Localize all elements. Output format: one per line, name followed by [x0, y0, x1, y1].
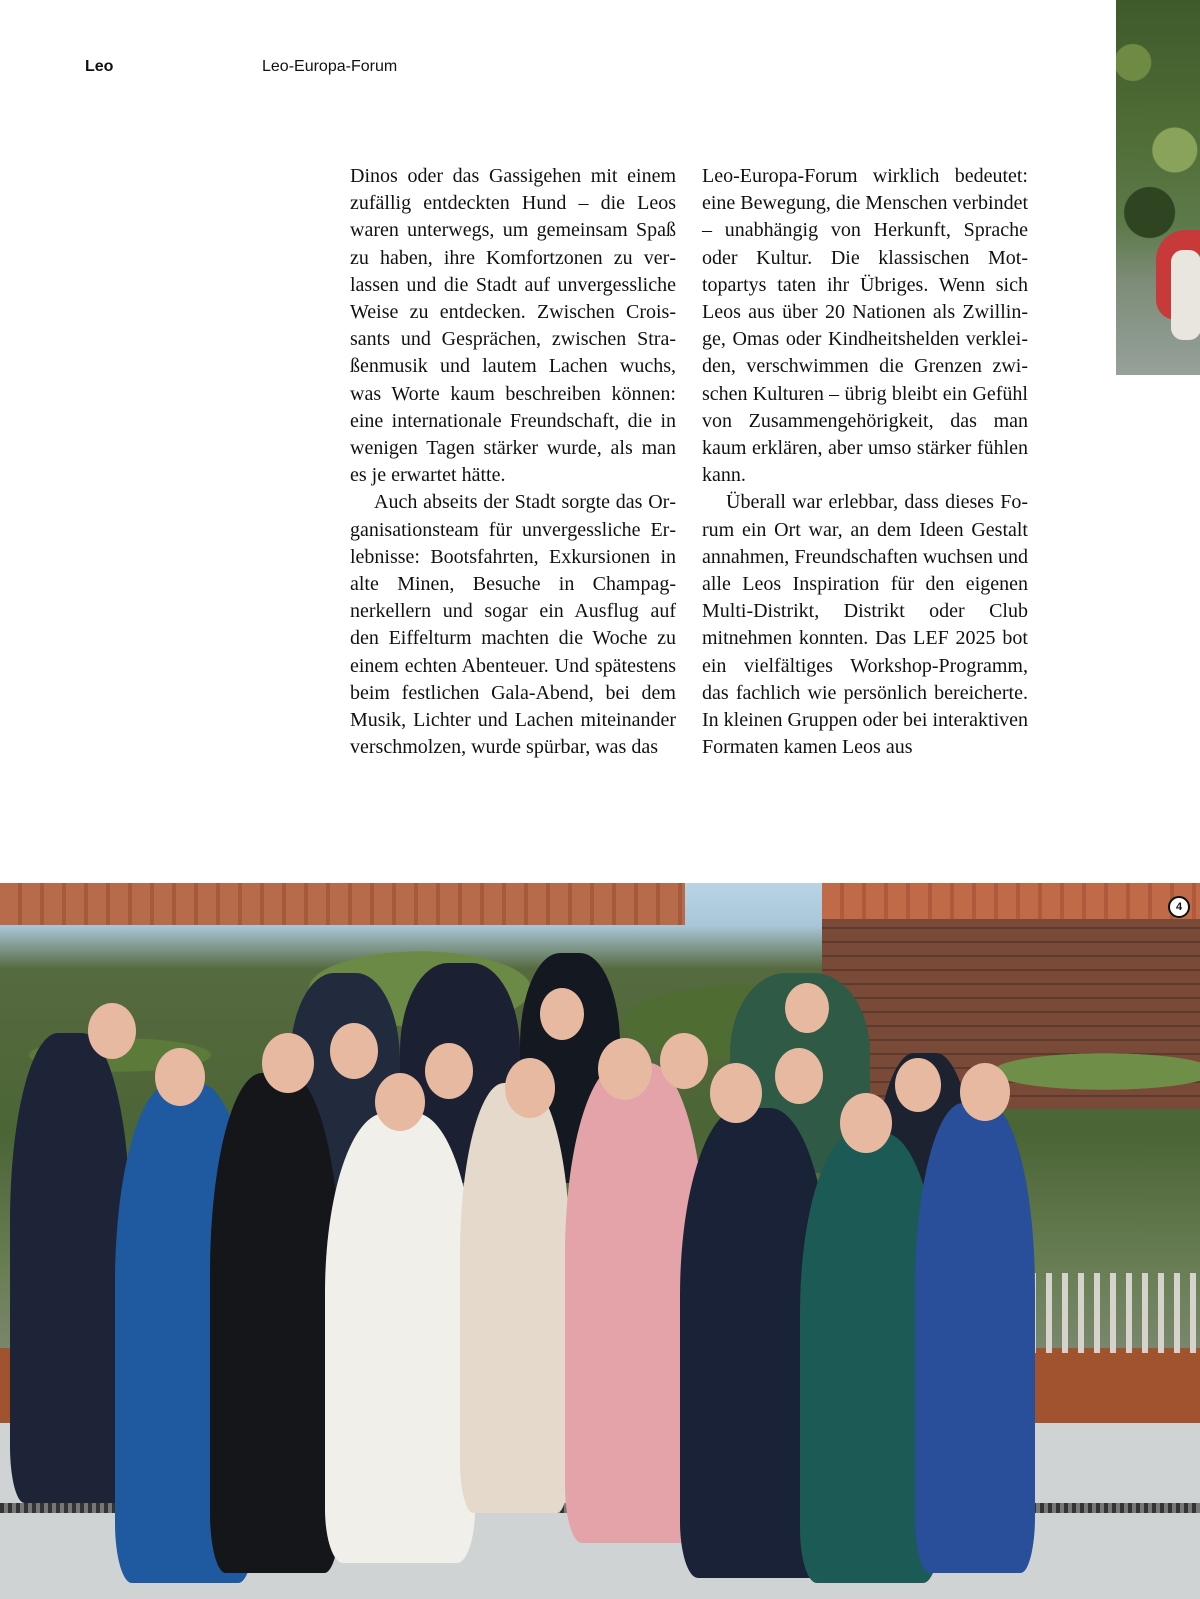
person-silhouette	[325, 1113, 475, 1563]
corner-photo-crop	[1116, 0, 1200, 375]
paragraph: Leo-Europa-Forum wirklich bedeutet: eine Bewegung, die Menschen verbindet – unabhängig von Herkunft, Sprache oder Kultur. Die klassischen Mottopartys taten ihr Übriges. Wenn sich Leos aus über 20 Nationen als Zwillinge, Omas oder Kindheitshelden verkleiden, verschwimmen die Grenzen zwischen Kulturen – übrig bleibt ein Gefühl von Zusammengehörigkeit, das man kaum erklären, aber umso stärker fühlen kann.	[702, 165, 1029, 487]
group-photo	[0, 883, 1200, 1599]
article-body	[350, 163, 1029, 763]
photo-crowd	[0, 883, 1200, 1599]
person-face	[88, 1003, 136, 1059]
person-silhouette	[10, 1033, 130, 1503]
corner-photo-trees	[1116, 0, 1200, 250]
section-label: Leo	[85, 58, 114, 75]
person-face	[262, 1033, 314, 1093]
person-face	[155, 1048, 205, 1106]
person-face	[425, 1043, 473, 1099]
corner-photo-figure	[1171, 250, 1200, 340]
person-face	[895, 1058, 941, 1112]
person-face	[960, 1063, 1010, 1121]
person-face	[375, 1073, 425, 1131]
person-face	[660, 1033, 708, 1089]
person-silhouette	[210, 1073, 340, 1573]
section-title: Leo-Europa-Forum	[262, 58, 398, 75]
paragraph: Dinos oder das Gassigehen mit einem zufällig entdeckten Hund – die Leos waren unterwegs, um gemeinsam Spaß zu haben, ihre Komfortzonen zu verlassen und die Stadt auf unvergessliche Weise zu entdecken. Zwischen Croissants und Gesprächen, zwischen Straßenmusik und lautem Lachen wuchs, was Worte kaum beschreiben können: eine internationale Freundschaft, die in wenigen Tagen stärker wurde, als man es je erwartet hätte.	[350, 165, 676, 487]
article-column-right	[702, 163, 1028, 761]
running-head	[85, 58, 485, 82]
figure-number-badge: 4	[1168, 896, 1190, 918]
paragraph: Überall war erlebbar, dass dieses Forum ein Ort war, an dem Ideen Gestalt annahmen, Freundschaften wuchsen und alle Leos Inspiration für den eigenen Multi-Distrikt, Distrikt oder Club mitnehmen konnten. Das LEF 2025 bot ein vielfältiges Workshop-Programm, das fachlich wie persönlich bereicherte. In kleinen Gruppen oder bei interaktiven Formaten kamen Leos aus	[702, 491, 1028, 759]
person-face	[710, 1063, 762, 1123]
person-silhouette	[460, 1083, 570, 1513]
person-face	[840, 1093, 892, 1153]
person-face	[505, 1058, 555, 1118]
paragraph: Auch abseits der Stadt sorgte das Organisationsteam für unvergessliche Erlebnisse: Bootsfahrten, Exkursionen in alte Minen, Besuche in Champagnerkellern und sogar ein Ausflug auf den Eiffelturm machten die Woche zu einem echten Abenteuer. Und spätestens beim festlichen Gala-Abend, bei dem Musik, Lichter und Lachen miteinander verschmolzen, wurde spürbar, was das	[350, 491, 676, 759]
person-face	[540, 988, 584, 1040]
person-face	[775, 1048, 823, 1104]
person-face	[330, 1023, 378, 1079]
person-face	[785, 983, 829, 1033]
article-column-left	[350, 163, 676, 761]
person-face	[598, 1038, 652, 1100]
person-silhouette	[915, 1103, 1035, 1573]
